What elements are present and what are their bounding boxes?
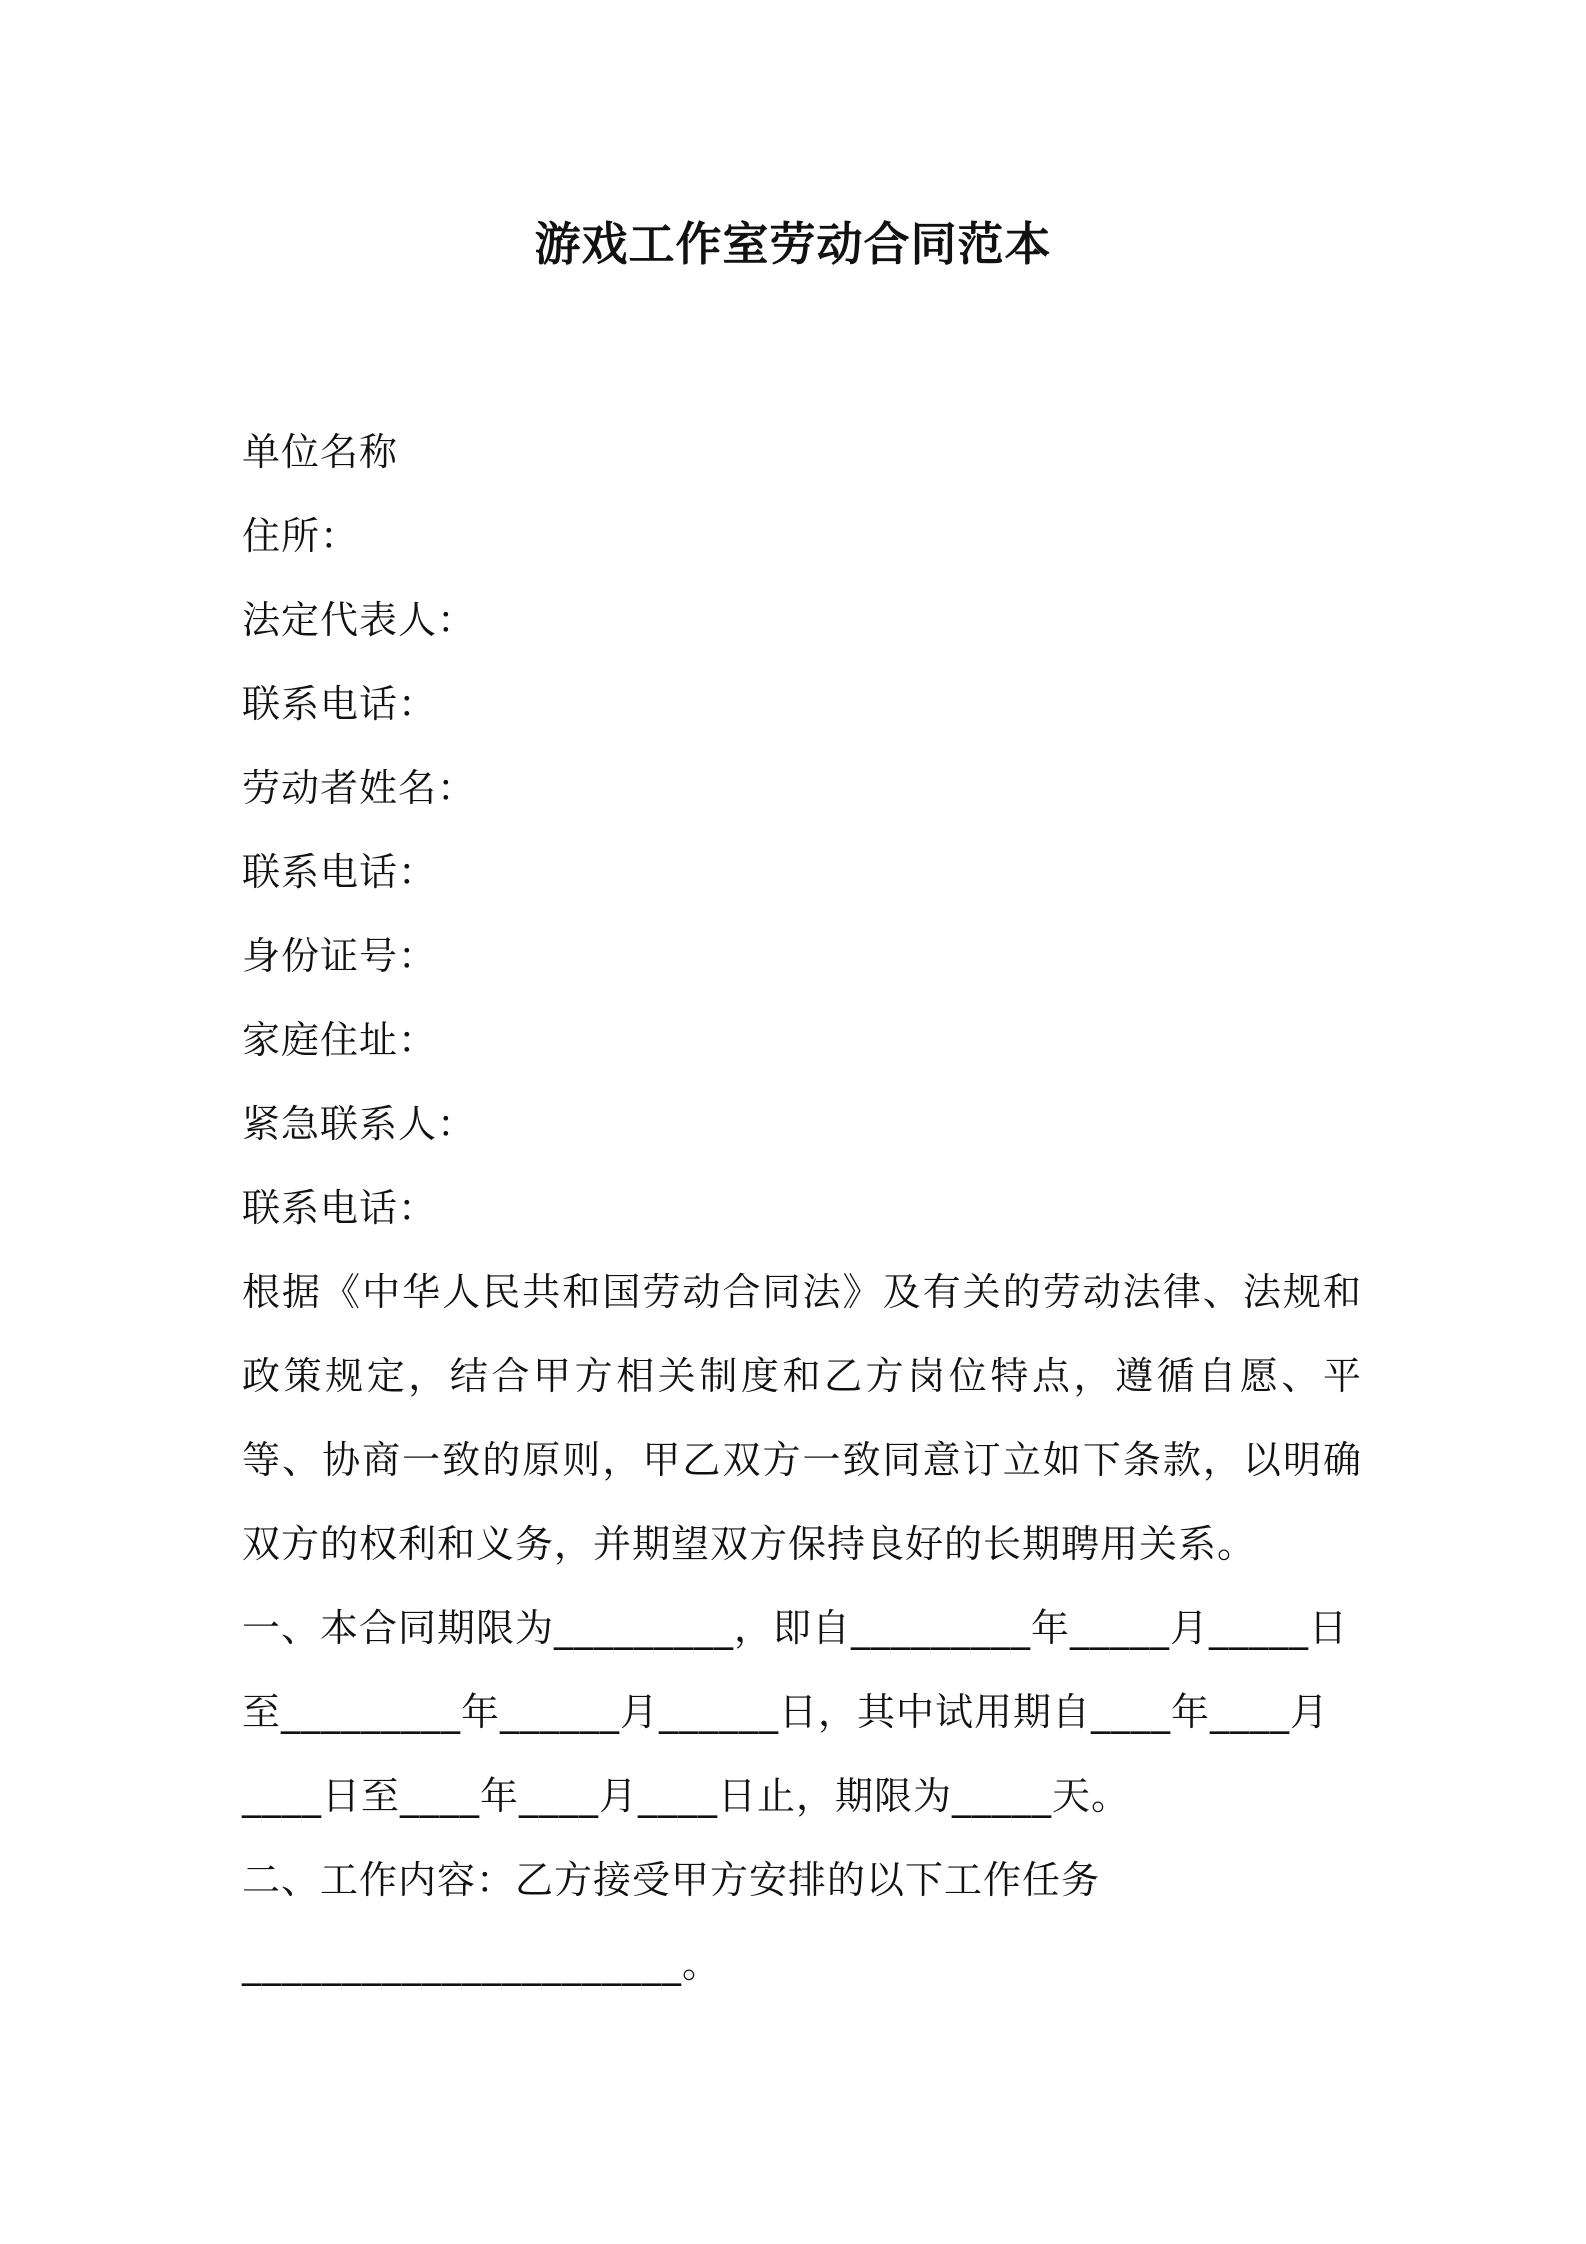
- field-emergency-phone: 联系电话：: [242, 1186, 438, 1230]
- clause-2-line-2: ______________________。: [242, 1942, 722, 1986]
- field-emergency-contact: 紧急联系人：: [242, 1102, 477, 1146]
- clause-1-line-2: 至_________年______月______日，其中试用期自____年____月: [242, 1690, 1330, 1734]
- clause-1-line-3: ____日至____年____月____日止，期限为_____天。: [242, 1774, 1131, 1818]
- field-home-address: 家庭住址：: [242, 1018, 438, 1062]
- field-worker-name: 劳动者姓名：: [242, 766, 477, 810]
- field-employer-phone: 联系电话：: [242, 682, 438, 726]
- clause-1-line-1: 一、本合同期限为_________，即自_________年_____月_____日: [242, 1606, 1349, 1650]
- field-address: 住所：: [242, 514, 360, 558]
- field-id-number: 身份证号：: [242, 934, 438, 978]
- field-legal-representative: 法定代表人：: [242, 598, 477, 642]
- clause-2-line-1: 二、工作内容：乙方接受甲方安排的以下工作任务: [242, 1858, 1101, 1902]
- field-unit-name: 单位名称: [242, 430, 399, 474]
- intro-paragraph: 根据《中华人民共和国劳动合同法》及有关的劳动法律、法规和政策规定，结合甲方相关制度和乙方岗位特点，遵循自愿、平等、协商一致的原则，甲乙双方一致同意订立如下条款，以明确双方的权利和义务，并期望双方保持良好的长期聘用关系。: [242, 1270, 1362, 1566]
- field-worker-phone: 联系电话：: [242, 850, 438, 894]
- document-body: [242, 410, 1362, 2006]
- document-title: 游戏工作室劳动合同范本: [534, 217, 1052, 271]
